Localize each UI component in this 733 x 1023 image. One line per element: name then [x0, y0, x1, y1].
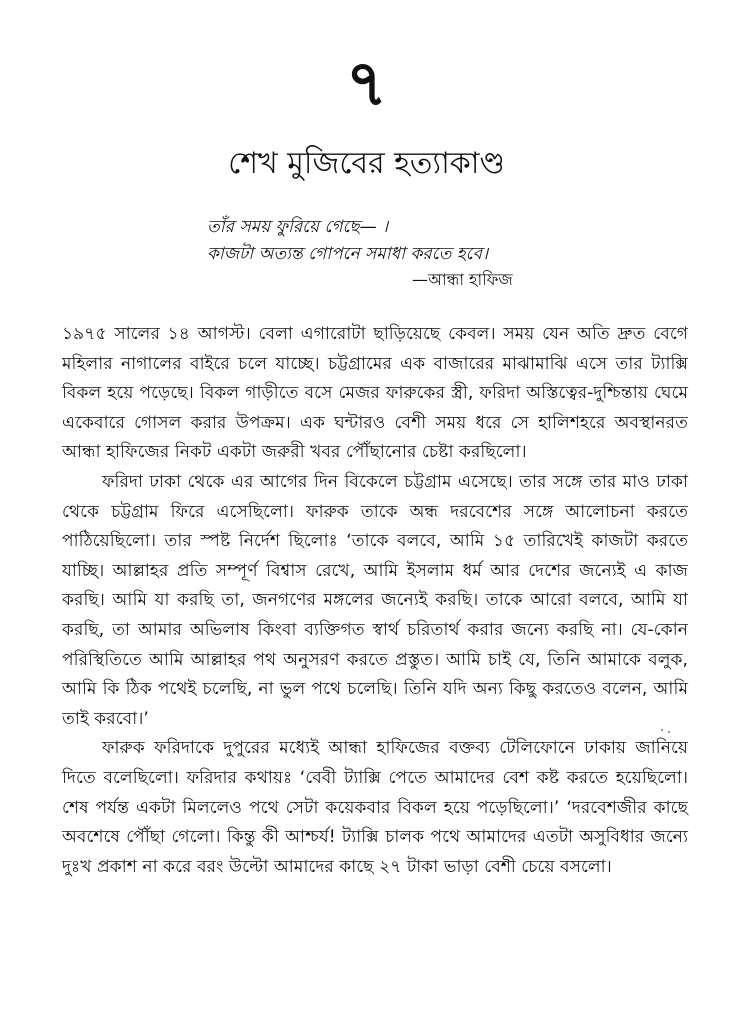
- paragraph: ফরিদা ঢাকা থেকে এর আগের দিন বিকেলে চট্টগ্রাম এসেছে। তার সঙ্গে তার মাও ঢাকা থেকে চট্টগ্রাম ফিরে এসেছিলো। ফারুক তাকে অন্ধ দরবেশের সঙ্গে আলোচনা করতে পাঠিয়েছিলো। তার স্পষ্ট নির্দেশ ছিলোঃ ‘তাকে বলবে, আমি ১৫ তারিখেই কাজটা করতে যাচ্ছি। আল্লাহর প্রতি সম্পূর্ণ বিশ্বাস রেখে, আমি ইসলাম ধর্ম আর দেশের জন্যেই এ কাজ করছি। আমি যা করছি তা, জনগণের মঙ্গলের জন্যেই করছি। তাকে আরো বলবে, আমি যা করছি, তা আমার অভিলাষ কিংবা ব্যক্তিগত স্বার্থ চরিতার্থ করার জন্যে করছি না। যে-কোন পরিস্থিতিতে আমি আল্লাহর পথ অনুসরণ করতে প্রস্তুত। আমি চাই যে, তিনি আমাকে বলুক, আমি কি ঠিক পথেই চলেছি, না ভুল পথে চলেছি। তিনি যদি অন্য কিছু করতেও বলেন, আমি তাই করবো।’: [62, 471, 688, 729]
- chapter-number: ৭: [345, 47, 388, 121]
- scan-speck: [668, 731, 670, 733]
- epigraph-attribution: —আন্ধা হাফিজ: [412, 270, 513, 289]
- epigraph-line: তাঁর সময় ফুরিয়ে গেছে— ।: [207, 217, 389, 237]
- body-text: [62, 320, 688, 882]
- scan-speck: [661, 729, 663, 731]
- paragraph: ফারুক ফরিদাকে দুপুরের মধ্যেই আন্ধা হাফিজের বক্তব্য টেলিফোনে ঢাকায় জানিয়ে দিতে বলেছিলো। ফরিদার কথায়ঃ ‘বেবী ট্যাক্সি পেতে আমাদের বেশ কষ্ট করতে হয়েছিলো। শেষ পর্যন্ত একটা মিললেও পথে সেটা কয়েকবার বিকল হয়ে পড়েছিলো।’ ‘দরবেশজীর কাছে অবশেষে পৌঁছা গেলো। কিন্তু কী আশ্চর্য! ট্যাক্সি চালক পথে আমাদের এতটা অসুবিধার জন্যে দুঃখ প্রকাশ না করে বরং উল্টো আমাদের কাছে ২৭ টাকা ভাড়া বেশী চেয়ে বসলো।: [62, 738, 688, 877]
- chapter-title: শেখ মুজিবের হত্যাকাণ্ড: [228, 146, 505, 181]
- paragraph: ১৯৭৫ সালের ১৪ আগস্ট। বেলা এগারোটা ছাড়িয়েছে কেবল। সময় যেন অতি দ্রুত বেগে মহিলার নাগালের বাইরে চলে যাচ্ছে। চট্টগ্রামের এক বাজারের মাঝামাঝি এসে তার ট্যাক্সি বিকল হয়ে পড়েছে। বিকল গাড়ীতে বসে মেজর ফারুকের স্ত্রী, ফরিদা অস্তিত্বের-দুশ্চিন্তায় ঘেমে একেবারে গোসল করার উপক্রম। এক ঘন্টারও বেশী সময় ধরে সে হালিশহরে অবস্থানরত আন্ধা হাফিজের নিকট একটা জরুরী খবর পৌঁছানোর চেষ্টা করছিলো।: [62, 324, 688, 463]
- epigraph-line: কাজটা অত্যন্ত গোপনে সমাধা করতে হবে।: [207, 244, 489, 264]
- epigraph: [207, 214, 537, 268]
